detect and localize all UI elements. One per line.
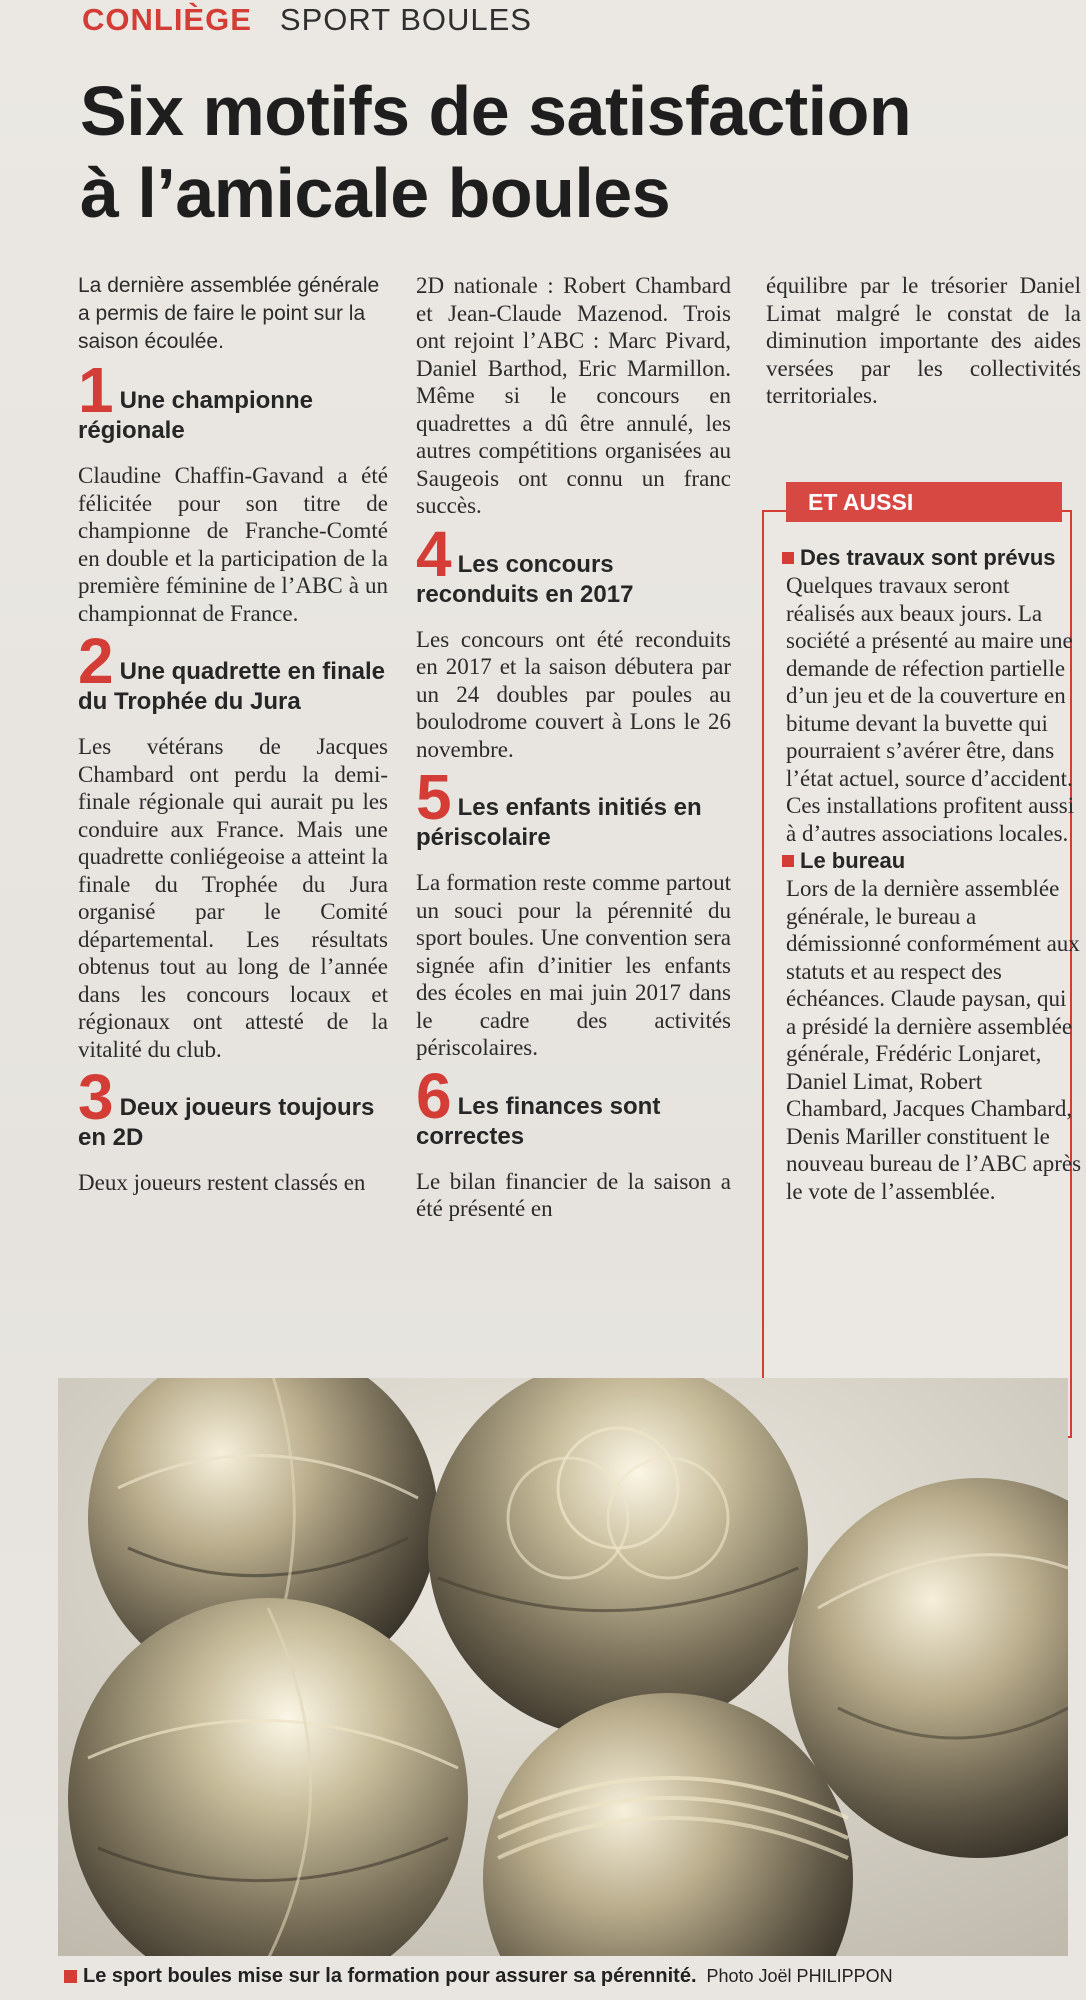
aside-item-1-text: Quelques travaux seront réalisés aux beaux jours. La société a présenté au maire une demande de réfection partielle d’un jeu et de la couverture en bitume devant la buvette qui pourraient s’avérer être, dans l’état actuel, source d’accident. Ces installations profitent aussi à d’autres associations locales. [786, 573, 1075, 846]
section-6-text-end: équilibre par le trésorier Daniel Limat malgré le constat de la diminution importante des aides versées par les collectivités territoriales. [766, 273, 1081, 408]
section-3-text-start: Deux joueurs restent classés en [78, 1170, 366, 1195]
section-5-heading [416, 761, 731, 853]
caption-text: Le sport boules mise sur la formation pour assurer sa pérennité. [83, 1965, 697, 1987]
column-2 [416, 272, 731, 1223]
headline-line-1: Six motifs de satisfaction [80, 72, 912, 150]
photo-caption [58, 1956, 1068, 1996]
section-6-heading [416, 1059, 731, 1152]
section-4-heading [416, 517, 731, 610]
chapo: La dernière assemblée générale a permis de faire le point sur la saison écoulée. [78, 274, 380, 353]
section-title: Une quadrette en finale du Trophée du Jura [78, 658, 385, 715]
column-3 [766, 272, 1081, 410]
kicker [82, 2, 532, 38]
kicker-rubric: SPORT BOULES [279, 2, 532, 37]
section-number: 3 [78, 1061, 114, 1133]
petanque-balls-illustration [58, 1378, 1068, 1956]
section-4-text: Les concours ont été reconduits en 2017 et la saison débutera par un 24 doubles par poules au boulodrome couvert à Lons le 26 novembre. [416, 626, 731, 762]
section-5-text: La formation reste comme partout un souci pour la pérennité du sport boules. Une convention sera signée afin d’initier les enfants des écoles en mai juin 2017 dans le cadre des activités périscolaires. [416, 870, 731, 1060]
boules-photo [58, 1378, 1068, 1956]
section-number: 5 [416, 761, 452, 833]
kicker-location: CONLIÈGE [82, 2, 252, 37]
section-3-heading [78, 1061, 388, 1153]
section-2-heading [78, 625, 388, 717]
section-title: Les finances sont correctes [416, 1092, 661, 1150]
photo-credit: Photo Joël PHILIPPON [706, 1966, 893, 1986]
section-1-text: Claudine Chaffin-Gavand a été félicitée pour son titre de championne de Franche-Comté en double et la participation de la première féminine de l’ABC à un championnat de France. [78, 463, 388, 626]
aside-item-1-heading [782, 544, 1082, 572]
bullet-square-icon [782, 552, 794, 564]
section-title: Une championne régionale [78, 387, 313, 444]
section-2-text: Les vétérans de Jacques Chambard ont perdu la demi-finale régionale qui aurait pu les conduire aux France. Mais une quadrette conliégeoise a atteint la finale du Trophée du Jura organisé par le Comité départemental. Les résultats obtenus tout au long de l’année dans les concours locaux et régionaux ont attesté de la vitalité du club. [78, 734, 388, 1062]
aside-item-title: Des travaux sont prévus [800, 545, 1056, 570]
aside-item-2-heading [782, 847, 1082, 875]
column-1 [78, 272, 388, 1197]
bullet-square-icon [782, 855, 794, 867]
section-title: Deux joueurs toujours en 2D [78, 1094, 375, 1151]
headline-line-2: à l’amicale boules [80, 154, 671, 232]
headline [80, 70, 980, 234]
section-1-heading [78, 354, 388, 446]
aside-content [782, 544, 1082, 1205]
bullet-square-icon [64, 1970, 77, 1983]
aside-tab: ET AUSSI [786, 482, 1062, 522]
section-number: 1 [78, 354, 114, 426]
section-number: 4 [416, 517, 452, 590]
section-number: 6 [416, 1059, 452, 1132]
section-number: 2 [78, 625, 114, 697]
aside-item-title: Le bureau [800, 848, 906, 873]
section-3-text-end: 2D nationale : Robert Chambard et Jean-Claude Mazenod. Trois ont rejoint l’ABC : Marc Pivard, Daniel Barthod, Eric Marmillon. Même si le concours en quadrettes a dû être annulé, les autres compétitions organisées au Saugeois ont connu un franc succès. [416, 273, 731, 518]
section-title: Les concours reconduits en 2017 [416, 550, 634, 608]
aside-item-2-text: Lors de la dernière assemblée générale, le bureau a démissionné conformément aux statuts et au respect des échéances. Claude paysan, qui a présidé la dernière assemblée générale, Frédéric Lonjaret, Daniel Limat, Robert Chambard, Jacques Chambard, Denis Mariller constituent le nouveau bureau de l’ABC après le vote de l’assemblée. [786, 876, 1082, 1204]
section-6-text-start: Le bilan financier de la saison a été présenté en [416, 1168, 731, 1221]
section-title: Les enfants initiés en périscolaire [416, 794, 702, 851]
